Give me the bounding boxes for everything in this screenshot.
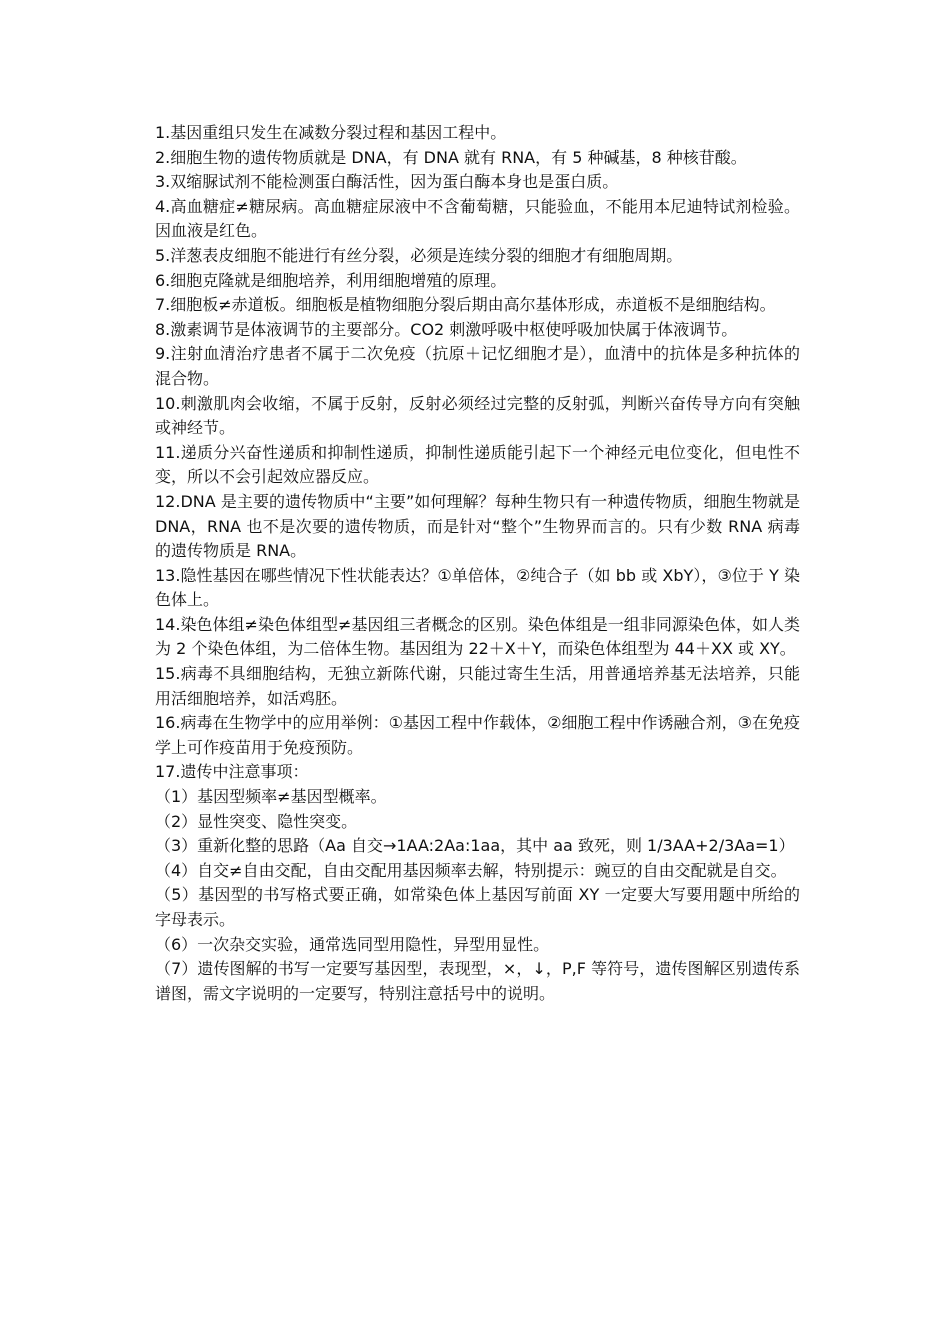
sub-item-6: （6）一次杂交实验，通常选同型用隐性，异型用显性。: [155, 934, 550, 954]
paragraph-12: 12.DNA 是主要的遗传物质中“主要”如何理解？每种生物只有一种遗传物质，细胞生物就是 DNA，RNA 也不是次要的遗传物质，而是针对“整个”生物界而言的。只有少数 RNA 病毒的遗传物质是 RNA。: [155, 491, 800, 561]
sub-item-1: （1）基因型频率≠基因型概率。: [155, 787, 387, 807]
paragraph-7: 7.细胞板≠赤道板。细胞板是植物细胞分裂后期由高尔基体形成，赤道板不是细胞结构。: [155, 295, 776, 315]
paragraph-14: 14.染色体组≠染色体组型≠基因组三者概念的区别。染色体组是一组非同源染色体，如人类为 2 个染色体组，为二倍体生物。基因组为 22＋X＋Y，而染色体组型为 44＋XX 或 XY。: [155, 614, 800, 659]
paragraph-13: 13.隐性基因在哪些情况下性状能表达？①单倍体，②纯合子（如 bb 或 XbY），③位于 Y 染色体上。: [155, 565, 800, 610]
paragraph-5: 5.洋葱表皮细胞不能进行有丝分裂，必须是连续分裂的细胞才有细胞周期。: [155, 245, 683, 265]
paragraph-16: 16.病毒在生物学中的应用举例：①基因工程中作载体，②细胞工程中作诱融合剂，③在免疫学上可作疫苗用于免疫预防。: [155, 713, 800, 757]
paragraph-17-heading: 17.遗传中注意事项：: [155, 762, 309, 782]
paragraph-2: 2.细胞生物的遗传物质就是 DNA，有 DNA 就有 RNA，有 5 种碱基，8 种核苷酸。: [155, 147, 747, 167]
paragraph-8: 8.激素调节是体液调节的主要部分。CO2 刺激呼吸中枢使呼吸加快属于体液调节。: [155, 319, 738, 339]
paragraph-4: 4.高血糖症≠糖尿病。高血糖症尿液中不含葡萄糖，只能验血，不能用本尼迪特试剂检验。因血液是红色。: [155, 196, 800, 241]
paragraph-15: 15.病毒不具细胞结构，无独立新陈代谢，只能过寄生生活，用普通培养基无法培养，只能用活细胞培养，如活鸡胚。: [155, 664, 800, 708]
document-body: [155, 121, 800, 1006]
sub-item-4: （4）自交≠自由交配，自由交配用基因频率去解，特别提示：豌豆的自由交配就是自交。: [155, 860, 787, 880]
paragraph-10: 10.刺激肌肉会收缩，不属于反射，反射必须经过完整的反射弧，判断兴奋传导方向有突触或神经节。: [155, 393, 800, 438]
paragraph-3: 3.双缩脲试剂不能检测蛋白酶活性，因为蛋白酶本身也是蛋白质。: [155, 172, 619, 192]
paragraph-9: 9.注射血清治疗患者不属于二次免疫（抗原＋记忆细胞才是），血清中的抗体是多种抗体的混合物。: [155, 344, 800, 388]
sub-item-2: （2）显性突变、隐性突变。: [155, 811, 358, 831]
paragraph-6: 6.细胞克隆就是细胞培养，利用细胞增殖的原理。: [155, 270, 507, 290]
sub-item-7: （7）遗传图解的书写一定要写基因型，表现型，×，↓，P,F 等符号，遗传图解区别遗传系谱图，需文字说明的一定要写，特别注意括号中的说明。: [155, 959, 800, 1003]
sub-item-5: （5）基因型的书写格式要正确，如常染色体上基因写前面 XY 一定要大写要用题中所给的字母表示。: [155, 885, 800, 929]
paragraph-11: 11.递质分兴奋性递质和抑制性递质，抑制性递质能引起下一个神经元电位变化，但电性不变，所以不会引起效应器反应。: [155, 442, 800, 487]
paragraph-1: 1.基因重组只发生在减数分裂过程和基因工程中。: [155, 123, 507, 142]
sub-item-3: （3）重新化整的思路（Aa 自交→1AA:2Aa:1aa，其中 aa 致死，则 1/3AA+2/3Aa=1）: [155, 836, 795, 856]
